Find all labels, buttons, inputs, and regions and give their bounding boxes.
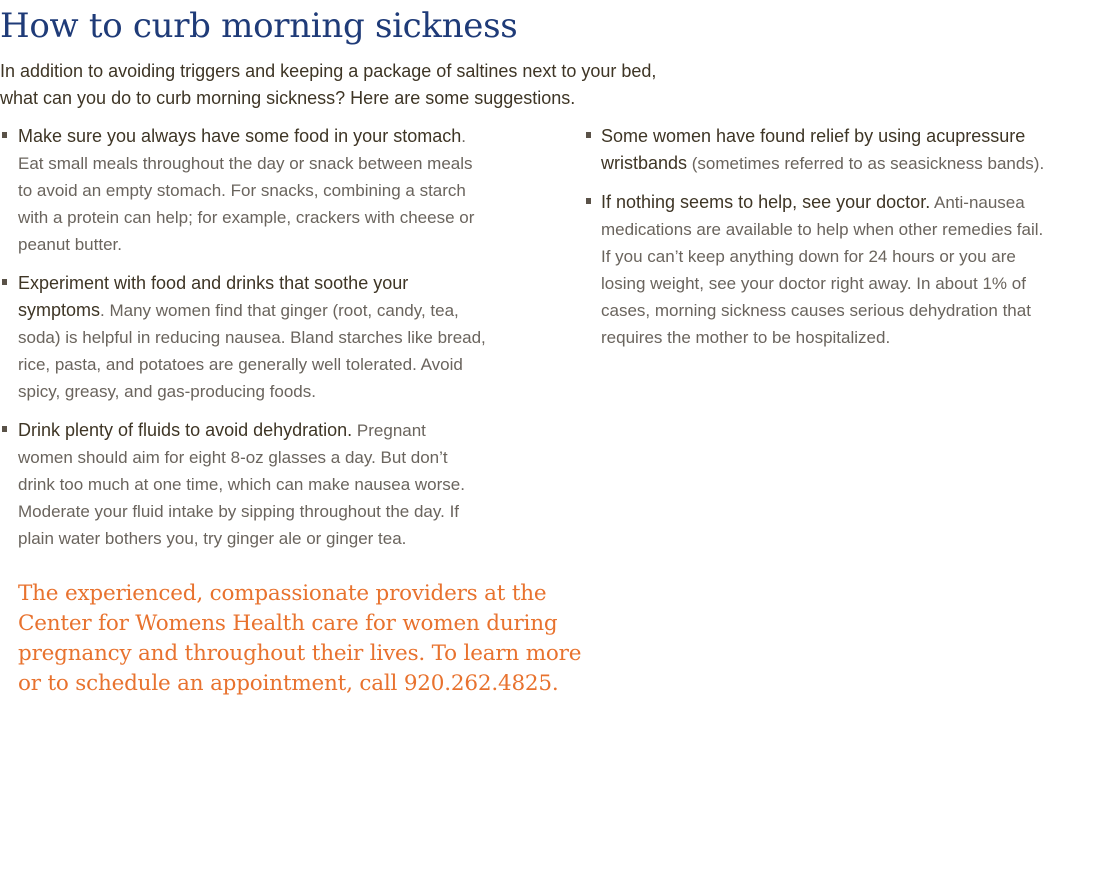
tip-line: rice, pasta, and potatoes are generally well tolerated. Avoid — [18, 355, 463, 374]
tip-item-soothing-foods — [0, 270, 590, 405]
tip-heading: If nothing seems to help, see your doctor. — [601, 192, 931, 212]
bullet-square-icon — [2, 279, 7, 285]
tip-text: Pregnant — [352, 421, 426, 440]
tip-line: to avoid an empty stomach. For snacks, combining a starch — [18, 181, 466, 200]
bullet-square-icon — [586, 132, 591, 138]
promo-line: Center for Womens Health care for women during — [18, 611, 558, 636]
tip-heading: Make sure you always have some food in your stomach — [18, 126, 462, 146]
tip-item-fluids — [0, 417, 590, 552]
promo-line: The experienced, compassionate providers at the — [18, 581, 547, 606]
promo-line: pregnancy and throughout their lives. To learn more — [18, 641, 582, 666]
tip-line — [601, 189, 1103, 216]
tip-line: spicy, greasy, and gas-producing foods. — [18, 382, 316, 401]
tip-text: (sometimes referred to as seasickness bands). — [687, 154, 1045, 173]
tip-line: soda) is helpful in reducing nausea. Bland starches like bread, — [18, 328, 486, 347]
bullet-square-icon — [586, 198, 591, 204]
intro-paragraph — [0, 58, 656, 112]
tip-line: drink too much at one time, which can make nausea worse. — [18, 475, 465, 494]
tip-line: Moderate your fluid intake by sipping throughout the day. If — [18, 502, 460, 521]
tip-line: medications are available to help when other remedies fail. — [601, 220, 1044, 239]
tip-line: If you can’t keep anything down for 24 hours or you are — [601, 247, 1016, 266]
tips-list-left — [0, 123, 590, 564]
tip-line: women should aim for eight 8-oz glasses a day. But don’t — [18, 448, 448, 467]
tip-line — [18, 123, 590, 150]
tip-text: . Many women find that ginger (root, candy, tea, — [100, 301, 459, 320]
intro-line: what can you do to curb morning sickness? Here are some suggestions. — [0, 88, 576, 108]
promo-callout — [18, 579, 581, 699]
tip-heading: Some women have found relief by using acupressure — [601, 126, 1026, 146]
intro-line: In addition to avoiding triggers and keeping a package of saltines next to your bed, — [0, 61, 657, 81]
tip-heading: wristbands — [601, 153, 688, 173]
bullet-square-icon — [2, 426, 7, 432]
tip-line: losing weight, see your doctor right away. In about 1% of — [601, 274, 1026, 293]
tip-heading: Drink plenty of fluids to avoid dehydration. — [18, 420, 353, 440]
tip-text: . — [461, 127, 466, 146]
tip-line — [601, 150, 1103, 177]
tip-line: requires the mother to be hospitalized. — [601, 328, 891, 347]
bullet-square-icon — [2, 132, 7, 138]
tip-line — [18, 417, 590, 444]
page-title: How to curb morning sickness — [0, 6, 518, 46]
tip-line: with a protein can help; for example, crackers with cheese or — [18, 208, 475, 227]
tip-heading: Experiment with food and drinks that soothe your — [18, 273, 409, 293]
tip-item-acupressure — [583, 123, 1103, 177]
tip-heading: symptoms — [18, 300, 101, 320]
tip-item-food-in-stomach — [0, 123, 590, 258]
tips-list-right — [583, 123, 1103, 363]
tip-line: peanut butter. — [18, 235, 122, 254]
tip-line: plain water bothers you, try ginger ale or ginger tea. — [18, 529, 407, 548]
tip-line: Eat small meals throughout the day or snack between meals — [18, 154, 473, 173]
promo-line: or to schedule an appointment, call 920.262.4825. — [18, 671, 559, 696]
tip-line: cases, morning sickness causes serious dehydration that — [601, 301, 1031, 320]
tip-text: Anti-nausea — [930, 193, 1025, 212]
tip-item-see-doctor — [583, 189, 1103, 351]
tip-line — [18, 297, 590, 324]
